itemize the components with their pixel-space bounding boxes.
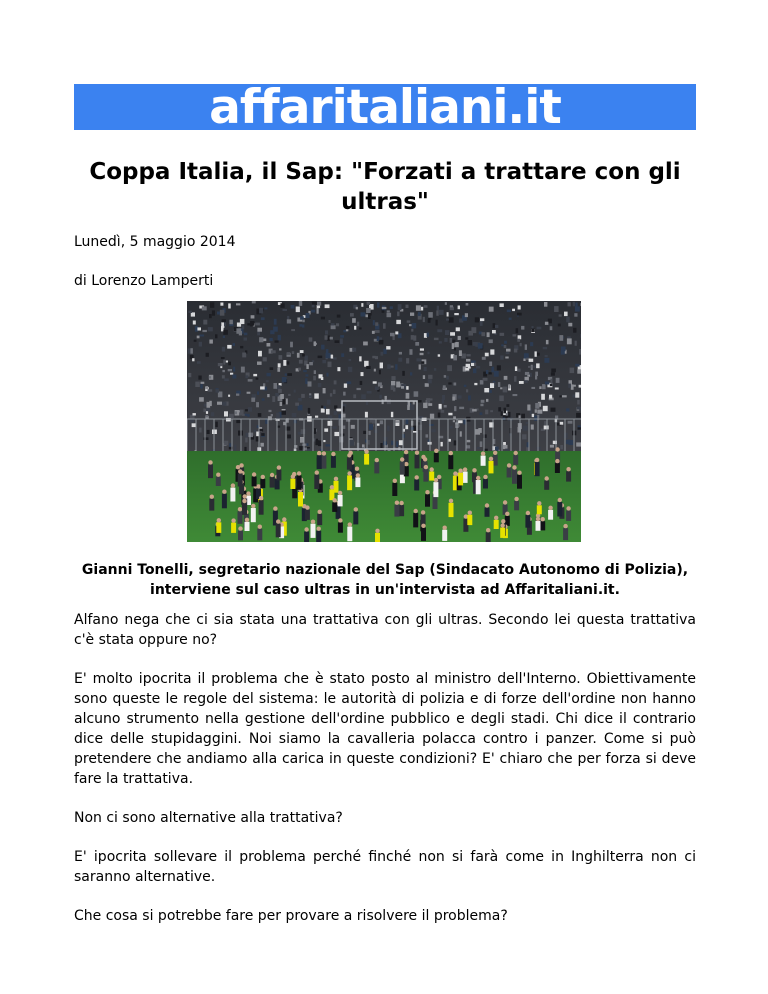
article-headline: Coppa Italia, il Sap: "Forzati a trattare con gli ultras" xyxy=(89,159,681,215)
answer-paragraph: E' molto ipocrita il problema che è stato posto al ministro dell'Interno. Obiettivamente sono queste le regole del sistema: le autorità di polizia e di forze dell'ordine non hanno alcuno strumento nella gestione dell'ordine pubblico e degli stadi. Chi dice il contrario dice delle stupidaggini. Noi siamo la cavalleria polacca contro i panzer. Come si può pretendere che andiamo alla carica in queste condizioni? E' chiaro che per forza si deve fare la trattativa. xyxy=(74,671,696,787)
article-author: di Lorenzo Lamperti xyxy=(74,273,214,289)
site-banner[interactable] xyxy=(74,84,696,130)
question-paragraph: Non ci sono alternative alla trattativa? xyxy=(74,810,343,826)
question-paragraph: Alfano nega che ci sia stata una trattativa con gli ultras. Secondo lei questa trattativa c'è stata oppure no? xyxy=(74,612,696,648)
question-paragraph: Che cosa si potrebbe fare per provare a risolvere il problema? xyxy=(74,908,508,924)
site-logo[interactable]: affaritaliani.it xyxy=(209,84,561,130)
stadium-crowd-photo xyxy=(187,301,581,542)
photo-caption: Gianni Tonelli, segretario nazionale del Sap (Sindacato Autonomo di Polizia), interviene sul caso ultras in un'intervista ad Affaritaliani.it. xyxy=(81,562,689,598)
article-date: Lunedì, 5 maggio 2014 xyxy=(74,234,236,250)
article-body xyxy=(74,610,696,945)
answer-paragraph: E' ipocrita sollevare il problema perché finché non si farà come in Inghilterra non ci saranno alternative. xyxy=(74,849,696,885)
